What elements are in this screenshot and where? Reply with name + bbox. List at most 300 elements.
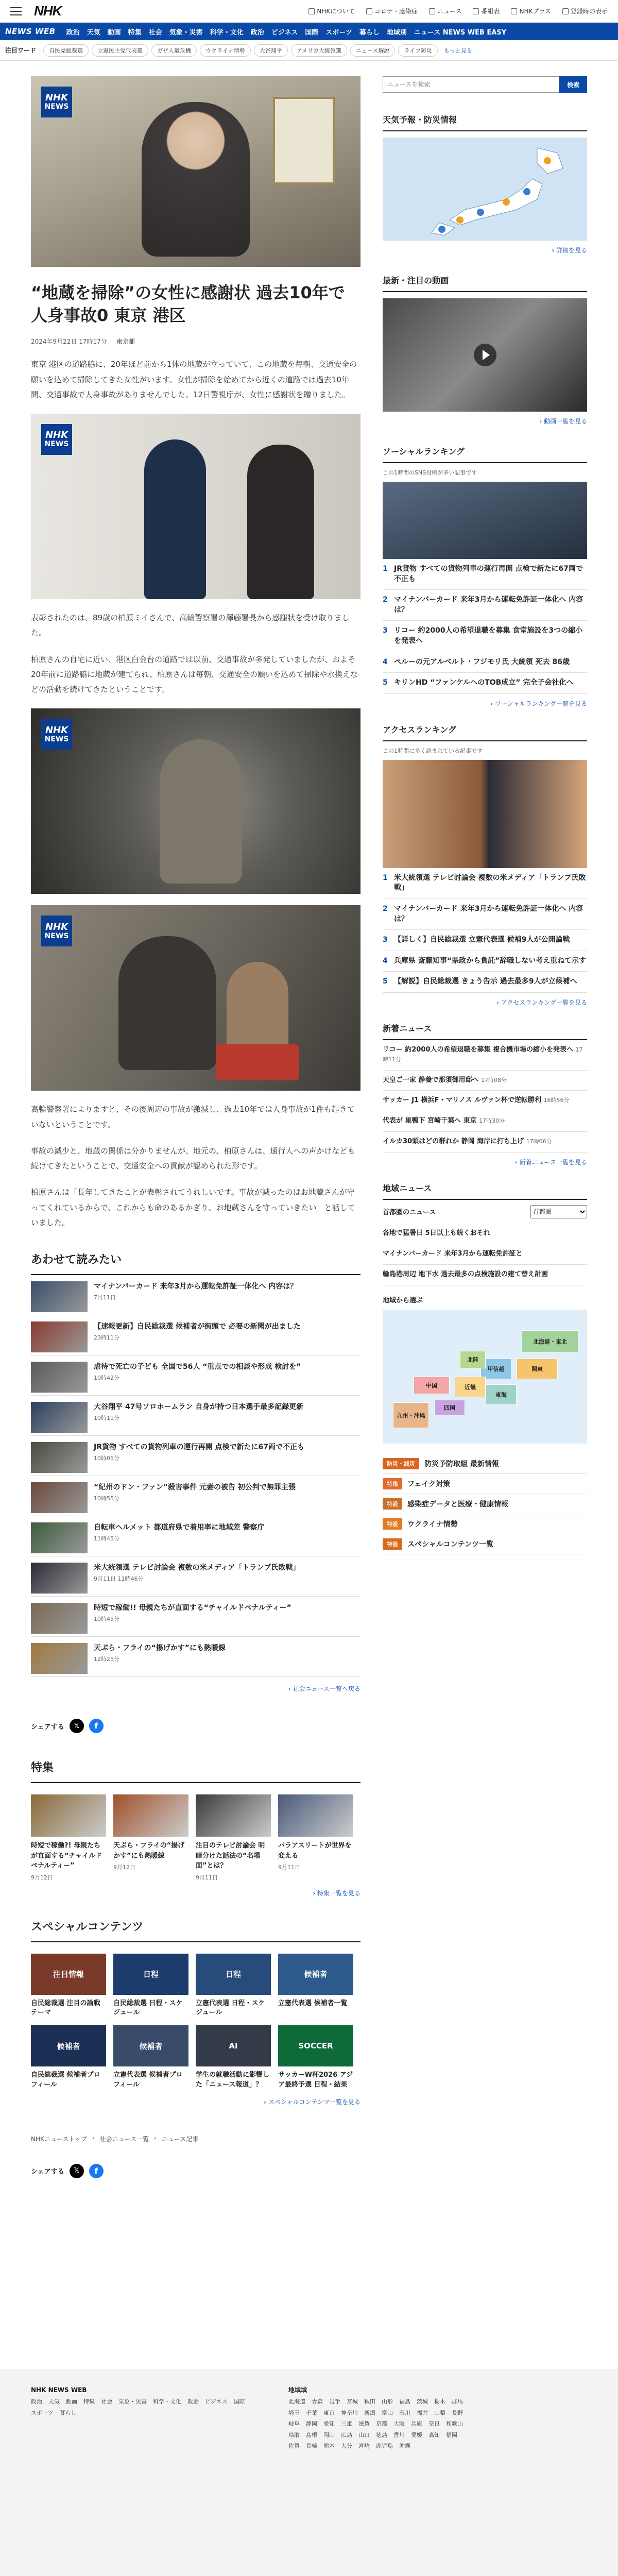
- special-title: 立憲代表選 候補者プロフィール: [113, 2071, 183, 2089]
- region-block[interactable]: 九州・沖縄: [393, 1402, 429, 1428]
- ranking-number: 2: [383, 904, 388, 913]
- related-item[interactable]: [31, 1355, 360, 1396]
- header-link-label: 番組表: [481, 8, 500, 15]
- related-thumb: [31, 1281, 88, 1312]
- new-news-title: 天皇ご一家 静養で那須御用邸へ: [383, 1076, 479, 1084]
- footer-link[interactable]: 暮らし: [59, 2409, 77, 2416]
- chevron-right-icon: ›: [92, 2134, 95, 2142]
- header-link[interactable]: [473, 7, 500, 15]
- special-thumb: [31, 1954, 106, 1995]
- header-links: [308, 7, 608, 15]
- tag-chip[interactable]: アメリカ大統領選: [291, 44, 347, 57]
- footer-region-link[interactable]: 三重: [341, 2420, 352, 2428]
- new-news-item[interactable]: [383, 1111, 587, 1132]
- footer-region-link[interactable]: 千葉: [306, 2409, 317, 2416]
- footer-region-link[interactable]: 高知: [428, 2431, 440, 2438]
- ranking-title: マイナンバーカード 来年3月から運転免許証一体化へ 内容は？: [394, 596, 583, 614]
- footer-region-link[interactable]: 富山: [382, 2409, 393, 2416]
- new-news-item[interactable]: [383, 1132, 587, 1153]
- top-header: [0, 0, 618, 23]
- related-more-label: 社会ニュース一覧へ戻る: [293, 1685, 360, 1693]
- latest-video-more-link[interactable]: › 動画一覧を見る: [539, 418, 587, 425]
- region-select[interactable]: [530, 1205, 587, 1218]
- ranking-number: 5: [383, 977, 388, 986]
- article-paragraph-6: 柏原さんは「長年してきたことが表彰されてうれしいです。事故が減ったのはお地蔵さんが守ってくれているからで、これからも命のあるかぎり、お地蔵さんを守っていきたい」と話していました。: [31, 1188, 355, 1227]
- ranking-item[interactable]: [383, 673, 587, 694]
- footer-region-link[interactable]: 青森: [312, 2398, 323, 2405]
- access-ranking-more-link[interactable]: › アクセスランキング一覧を見る: [496, 998, 587, 1006]
- header-link-label: 登録時の表示: [570, 8, 608, 15]
- japan-map-icon: [383, 138, 587, 241]
- special-thumb: [278, 1954, 353, 1995]
- nav-item[interactable]: 地域別: [386, 28, 407, 37]
- plus-icon: [511, 8, 517, 14]
- header-link[interactable]: [562, 7, 608, 15]
- topic-title: フェイク対策: [407, 1480, 451, 1488]
- special-card[interactable]: [196, 2025, 271, 2090]
- related-text-block: [94, 1362, 301, 1382]
- footer-region-link[interactable]: 埼玉: [288, 2409, 300, 2416]
- woman-cleaning-figure: [118, 936, 216, 1070]
- nav-item[interactable]: スポーツ: [325, 28, 352, 37]
- related-text-block: [94, 1522, 264, 1543]
- footer-region-link[interactable]: 京都: [376, 2420, 387, 2428]
- region-selector-row: [383, 1200, 587, 1224]
- footer-link[interactable]: 科学・文化: [153, 2398, 181, 2405]
- tag-chip[interactable]: ニュース解説: [350, 44, 395, 57]
- footer-region-link[interactable]: 神奈川: [341, 2409, 358, 2416]
- article-location[interactable]: 東京都: [116, 338, 135, 346]
- topic-chip: 特設: [383, 1518, 402, 1530]
- region-block[interactable]: 東海: [486, 1384, 517, 1405]
- nav-item[interactable]: 国際: [305, 28, 319, 37]
- related-title: 時短で稼働!! 母親たちが直面する“チャイルドペナルティー”: [94, 1604, 291, 1613]
- special-title: 自民総裁選 候補者プロフィール: [31, 2071, 100, 2089]
- related-item[interactable]: [31, 1516, 360, 1556]
- footer-region-link[interactable]: 熊本: [323, 2443, 335, 2450]
- features-more-link[interactable]: › 特集一覧を見る: [313, 1889, 360, 1897]
- footer-region-link[interactable]: 栃木: [434, 2398, 445, 2405]
- related-item[interactable]: [31, 1637, 360, 1677]
- new-news-title: リコー 約2000人の希望退職を募集 複合機市場の縮小を発表へ: [383, 1045, 573, 1054]
- new-news-item[interactable]: [383, 1091, 587, 1111]
- x-share-icon[interactable]: 𝕏: [70, 2164, 84, 2178]
- footer-region-link[interactable]: 鳥取: [288, 2431, 300, 2438]
- social-ranking-section: [383, 440, 587, 713]
- footer-region-link[interactable]: 沖縄: [399, 2443, 410, 2450]
- special-thumb: [113, 1954, 188, 1995]
- region-news-item[interactable]: 輪島港周辺 地下水 過去最多の点検施設の建て替え計画: [383, 1265, 587, 1285]
- footer-region-link[interactable]: 和歌山: [446, 2420, 463, 2428]
- ranking-item[interactable]: [383, 590, 587, 621]
- related-text-block: [94, 1643, 226, 1663]
- related-title: JR貨物 すべての貨物列車の運行再開 点検で新たに67両で不正も: [94, 1443, 304, 1452]
- play-icon: [474, 344, 496, 366]
- special-title: スペシャルコンテンツ: [31, 1918, 360, 1942]
- share-bar-bottom: [31, 2164, 360, 2178]
- feature-title: 天ぷら・フライの“揚げかす”にも熱暖線: [113, 1842, 185, 1860]
- x-share-icon[interactable]: 𝕏: [70, 1719, 84, 1733]
- region-block[interactable]: 近畿: [455, 1377, 486, 1397]
- footer-region-link[interactable]: 秋田: [364, 2398, 375, 2405]
- footer-link[interactable]: 政治: [31, 2398, 42, 2405]
- related-date: 10時11分: [94, 1415, 119, 1422]
- facebook-share-icon[interactable]: f: [89, 1719, 104, 1733]
- news-icon: [429, 8, 435, 14]
- breadcrumb-item[interactable]: ニュース記事: [161, 2135, 199, 2143]
- related-text-block: [94, 1321, 301, 1342]
- ranking-title: 【詳しく】自民総裁選 立憲代表選 候補9人が公開論戦: [394, 936, 570, 944]
- footer-region-link[interactable]: 茨城: [417, 2398, 428, 2405]
- facebook-share-icon[interactable]: f: [89, 2164, 104, 2178]
- footer-region-link[interactable]: 兵庫: [411, 2420, 422, 2428]
- article-meta: [31, 337, 360, 346]
- related-title: 自転車ヘルメット 都道府県で着用率に地域差 警察庁: [94, 1523, 265, 1532]
- latest-video-thumb[interactable]: [383, 298, 587, 412]
- access-more-label: アクセスランキング一覧を見る: [501, 998, 587, 1006]
- article-hero-image: [31, 76, 360, 267]
- related-title: マイナンバーカード 来年3月から運転免許証一体化へ 内容は？: [94, 1282, 298, 1291]
- related-date: 10時05分: [94, 1455, 119, 1462]
- special-thumb: [31, 2025, 106, 2066]
- search-button[interactable]: 検索: [559, 76, 587, 93]
- related-text-block: [94, 1281, 297, 1301]
- related-date: 10時55分: [94, 1495, 119, 1502]
- weather-map[interactable]: [383, 138, 587, 241]
- article-title: “地蔵を掃除”の女性に感謝状 過去10年で人身事故0 東京 港区: [31, 283, 345, 326]
- special-thumb: [196, 1954, 271, 1995]
- footer-region-link[interactable]: 広島: [341, 2431, 352, 2438]
- related-item[interactable]: [31, 1476, 360, 1516]
- region-block[interactable]: 中国: [414, 1377, 450, 1394]
- special-card[interactable]: [31, 2025, 106, 2090]
- footer-link[interactable]: 動画: [66, 2398, 77, 2405]
- social-ranking-note: この1時間のSNS投稿が多い記事です: [383, 469, 477, 476]
- tags-more-link[interactable]: もっと見る: [443, 47, 472, 54]
- nav-item[interactable]: 社会: [148, 28, 162, 37]
- nav-item[interactable]: ビジネス: [271, 28, 298, 37]
- footer-region-link[interactable]: 山口: [358, 2431, 370, 2438]
- menu-icon[interactable]: [10, 7, 22, 15]
- new-more-label: 新着ニュース一覧を見る: [519, 1158, 587, 1166]
- article-paragraph-4: 高輪警察署によりますと、その後周辺の事故が激減し、過去10年では人身事故が1件も起きていないということです。: [31, 1105, 355, 1129]
- features-title: 特集: [31, 1759, 360, 1783]
- feature-thumb: [113, 1794, 188, 1837]
- share-bar: [31, 1719, 360, 1733]
- ranking-item[interactable]: [383, 559, 587, 590]
- footer-region-link[interactable]: 北海道: [288, 2398, 305, 2405]
- ranking-item[interactable]: [383, 930, 587, 951]
- feature-date: 9月12日: [113, 1864, 135, 1871]
- latest-video-title: 最新・注目の動画: [383, 269, 587, 292]
- region-block[interactable]: 四国: [434, 1400, 465, 1415]
- related-date: 11時45分: [94, 1535, 119, 1543]
- related-title: 虐待で死亡の子ども 全国で56人 “重点での相談や形成 検討を”: [94, 1363, 301, 1371]
- special-thumb-label: 日程: [225, 1970, 241, 1979]
- topic-chip: 特設: [383, 1498, 402, 1510]
- weather-icon: [473, 8, 479, 14]
- special-thumb-label: 候補者: [139, 2041, 163, 2051]
- footer-region-link[interactable]: 徳島: [376, 2431, 387, 2438]
- footer-region-link[interactable]: 愛知: [323, 2420, 335, 2428]
- related-item[interactable]: [31, 1436, 360, 1476]
- nav-item[interactable]: 科学・文化: [210, 28, 244, 37]
- new-news-item[interactable]: [383, 1071, 587, 1091]
- footer-link[interactable]: 国際: [233, 2398, 245, 2405]
- topic-row[interactable]: [383, 1514, 587, 1534]
- region-news-item[interactable]: マイナンバーカード 来年3月から運転免許証と: [383, 1244, 587, 1265]
- nav-item[interactable]: 動画: [107, 28, 121, 37]
- footer-region-link[interactable]: 奈良: [428, 2420, 440, 2428]
- related-more-link[interactable]: › 社会ニュース一覧へ戻る: [288, 1685, 360, 1693]
- header-link[interactable]: [511, 7, 551, 15]
- footer-region-link[interactable]: 宮城: [347, 2398, 358, 2405]
- footer: [0, 2369, 618, 2576]
- region-block[interactable]: 関東: [517, 1359, 558, 1379]
- ranking-item[interactable]: [383, 868, 587, 899]
- footer-region-link[interactable]: 長崎: [306, 2443, 317, 2450]
- related-date: 7月11日: [94, 1294, 116, 1301]
- article-image-3: [31, 708, 360, 894]
- related-thumb: [31, 1362, 88, 1393]
- related-item[interactable]: [31, 1556, 360, 1597]
- related-title: “紀州のドン・ファン”殺害事件 元妻の被告 初公判で無罪主張: [94, 1483, 296, 1492]
- ranking-item[interactable]: [383, 972, 587, 993]
- special-card[interactable]: [278, 1954, 353, 2019]
- search-box: [383, 76, 587, 93]
- article-paragraph-1: 東京 港区の道路脇に、20年ほど前から1体の地蔵が立っていて、この地蔵を毎朝、交通安全の願いを込めて掃除してきた女性がいます。女性が掃除を始めてから近くの道路では過去10年間、交通事故で人身事故がありませんでした。12日警視庁が、女性に感謝状を贈りました。: [31, 360, 357, 399]
- ranking-number: 2: [383, 596, 388, 604]
- related-item[interactable]: [31, 1275, 360, 1315]
- ranking-item[interactable]: [383, 899, 587, 930]
- footer-region-link[interactable]: 香川: [393, 2431, 405, 2438]
- woman-figure: [247, 445, 314, 599]
- topic-row[interactable]: [383, 1534, 587, 1554]
- jizo-statue: [160, 739, 242, 884]
- special-card[interactable]: [113, 2025, 188, 2090]
- header-link[interactable]: [429, 7, 461, 15]
- footer-news-title[interactable]: NHK NEWS WEB: [31, 2386, 87, 2394]
- related-date: 23時11分: [94, 1334, 119, 1342]
- weather-more-link[interactable]: › 詳細を見る: [552, 247, 587, 254]
- region-block[interactable]: 北陸: [460, 1351, 486, 1368]
- footer-region-link[interactable]: 新潟: [364, 2409, 375, 2416]
- access-ranking-title: アクセスランキング: [383, 718, 587, 741]
- special-title: 自民総裁選 注目の論戦テーマ: [31, 1999, 100, 2017]
- footer-region-title: 地域域: [288, 2386, 307, 2394]
- footer-region-link[interactable]: 山形: [382, 2398, 393, 2405]
- special-card[interactable]: [196, 1954, 271, 2019]
- certificate-frame: [273, 97, 335, 184]
- new-news-more-link[interactable]: › 新着ニュース一覧を見る: [514, 1158, 587, 1166]
- footer-region-link[interactable]: 群馬: [452, 2398, 463, 2405]
- special-card[interactable]: [278, 2025, 353, 2090]
- footer-region-link[interactable]: 愛媛: [411, 2431, 422, 2438]
- nhk-logo[interactable]: NHK: [34, 3, 62, 19]
- footer-region-link[interactable]: 福島: [399, 2398, 410, 2405]
- footer-link[interactable]: 気象・災害: [118, 2398, 147, 2405]
- footer-link[interactable]: 天気: [48, 2398, 60, 2405]
- topic-row[interactable]: [383, 1474, 587, 1494]
- special-card[interactable]: [113, 1954, 188, 2019]
- nav-item[interactable]: 気象・災害: [169, 28, 203, 37]
- footer-region-link[interactable]: 宮崎: [358, 2443, 370, 2450]
- footer-region-link[interactable]: 鹿児島: [376, 2443, 393, 2450]
- weather-title: 天気予報・防災情報: [383, 108, 587, 131]
- news-web-brand[interactable]: NEWS WEB: [5, 27, 56, 36]
- region-block[interactable]: 甲信越: [480, 1359, 511, 1379]
- access-ranking-top-thumb[interactable]: [383, 760, 587, 868]
- breadcrumb-item[interactable]: 社会ニュース一覧: [99, 2135, 149, 2143]
- header-link[interactable]: [308, 7, 355, 15]
- special-title: 自民総裁選 日程・スケジュール: [113, 1999, 183, 2017]
- related-text-block: [94, 1402, 303, 1422]
- footer-region-link[interactable]: 佐賀: [288, 2443, 300, 2450]
- region-news-item[interactable]: 各地で猛暑日 5日以上も続くおそれ: [383, 1224, 587, 1244]
- topic-chip: 防災・減災: [383, 1458, 419, 1469]
- red-bib: [216, 1044, 299, 1080]
- ranking-item[interactable]: [383, 652, 587, 673]
- footer-region-link[interactable]: 岡山: [323, 2431, 335, 2438]
- related-title: 大谷翔平 47号ソロホームラン 自身が持つ日本選手最多記録更新: [94, 1403, 304, 1412]
- weather-more-label: 詳細を見る: [556, 247, 587, 254]
- footer-region-link[interactable]: 大分: [341, 2443, 352, 2450]
- special-thumb: [278, 2025, 353, 2066]
- ranking-title: リコー 約2000人の希望退職を募集 食堂施設を3つの縮小を発表へ: [394, 626, 583, 645]
- article-paragraph-5: 事故の減少と、地蔵の関係は分かりませんが、地元の、柏原さんは、通行人への声かけなども続けてきたということで、交通安全への貢献が認められた形です。: [31, 1146, 355, 1171]
- footer-region-link[interactable]: 山梨: [434, 2409, 445, 2416]
- sidebar: [383, 76, 587, 1554]
- footer-link[interactable]: 特集: [83, 2398, 95, 2405]
- feature-title: 注目のテレビ討論会 明暗分けた話法の“名場面”とは？: [196, 1842, 265, 1870]
- related-date: 10時42分: [94, 1375, 119, 1382]
- footer-region-link[interactable]: 東京: [323, 2409, 335, 2416]
- article-paragraph-2: 表彰されたのは、89歳の柏原ミイさんで、高輪警察署の澤藤署長から感謝状を受け取りました。: [31, 613, 350, 638]
- topic-title: 防災予防取組 最新情報: [424, 1460, 499, 1468]
- social-ranking-more-link[interactable]: › ソーシャルランキング一覧を見る: [490, 700, 587, 707]
- related-text-block: [94, 1603, 291, 1623]
- related-item[interactable]: [31, 1315, 360, 1355]
- feature-thumb: [196, 1794, 271, 1837]
- social-more-label: ソーシャルランキング一覧を見る: [494, 700, 587, 707]
- region-block[interactable]: 北海道・東北: [522, 1330, 578, 1353]
- related-thumb: [31, 1442, 88, 1473]
- breadcrumb-item[interactable]: NHKニューストップ: [31, 2135, 87, 2143]
- nav-item[interactable]: ニュース NEWS WEB EASY: [414, 28, 507, 37]
- topic-row[interactable]: [383, 1494, 587, 1514]
- ranking-item[interactable]: [383, 951, 587, 972]
- footer-region-link[interactable]: 福井: [417, 2409, 428, 2416]
- feature-card[interactable]: [113, 1794, 188, 1882]
- feature-title: パラアスリートが世界を変える: [278, 1842, 352, 1860]
- footer-region-link[interactable]: 静岡: [306, 2420, 317, 2428]
- topic-title: ウクライナ情勢: [407, 1520, 458, 1529]
- header-link-label: ニュース: [437, 8, 462, 15]
- tag-chip[interactable]: 自民党総裁選: [43, 44, 89, 57]
- region-map[interactable]: [383, 1310, 587, 1444]
- related-thumb: [31, 1563, 88, 1594]
- footer-region-link[interactable]: 石川: [399, 2409, 410, 2416]
- special-title: 立憲代表選 候補者一覧: [278, 1999, 348, 2007]
- footer-link[interactable]: スポーツ: [31, 2409, 54, 2416]
- latest-video-section: [383, 269, 587, 431]
- main-column: [31, 76, 360, 2178]
- footer-link[interactable]: 政治: [187, 2398, 199, 2405]
- special-title: サッカーW杯2026 アジア最終予選 日程・結果: [278, 2071, 353, 2089]
- tag-chip[interactable]: ライフ防災: [398, 44, 437, 57]
- footer-region-col: [288, 2384, 587, 2452]
- footer-link[interactable]: 社会: [101, 2398, 112, 2405]
- related-section: [31, 1251, 360, 1693]
- header-link[interactable]: [366, 7, 418, 15]
- related-item[interactable]: [31, 1396, 360, 1436]
- special-thumb: [113, 2025, 188, 2066]
- nav-item[interactable]: 政治: [250, 28, 264, 37]
- nav-item[interactable]: 特集: [128, 28, 142, 37]
- special-thumb-label: SOCCER: [298, 2041, 333, 2051]
- footer-region-link[interactable]: 滋賀: [358, 2420, 370, 2428]
- share-label: シェアする: [31, 1723, 64, 1731]
- ranking-number: 1: [383, 873, 388, 882]
- feature-card[interactable]: [31, 1794, 106, 1882]
- officer-figure: [144, 439, 206, 599]
- new-news-date: 17時11分: [383, 1046, 583, 1063]
- social-ranking-top-thumb[interactable]: [383, 482, 587, 559]
- ranking-item[interactable]: [383, 621, 587, 652]
- new-news-section: [383, 1017, 587, 1172]
- person-figure: [142, 102, 250, 257]
- tag-chip[interactable]: 立憲民主党代表選: [92, 44, 148, 57]
- related-thumb: [31, 1643, 88, 1674]
- new-news-title: サッカー J1 横浜F・マリノス ルヴァン杯で逆転勝利: [383, 1096, 541, 1105]
- feature-card[interactable]: [278, 1794, 353, 1882]
- tag-chip[interactable]: ガザ人道危機: [151, 44, 197, 57]
- footer-link[interactable]: ビジネス: [205, 2398, 228, 2405]
- nav-item[interactable]: 天気: [87, 28, 100, 37]
- article-image-4: [31, 905, 360, 1091]
- special-thumb: [196, 2025, 271, 2066]
- feature-card[interactable]: [196, 1794, 271, 1882]
- ranking-title: マイナンバーカード 来年3月から運転免許証一体化へ 内容は？: [394, 904, 583, 923]
- share-label: シェアする: [31, 2168, 64, 2176]
- search-input[interactable]: [383, 76, 559, 93]
- ranking-title: 米大統領選 テレビ討論会 複数の米メディア「トランプ氏敗戦」: [394, 873, 586, 892]
- ranking-title: JR貨物 すべての貨物列車の運行再開 点検で新たに67両で不正も: [394, 565, 583, 583]
- tag-chip[interactable]: 大谷翔平: [254, 44, 288, 57]
- special-card[interactable]: [31, 1954, 106, 2019]
- related-item[interactable]: [31, 1597, 360, 1637]
- footer-region-link[interactable]: 福岡: [446, 2431, 457, 2438]
- footer-region-link[interactable]: 岩手: [329, 2398, 340, 2405]
- footer-region-link[interactable]: 大阪: [393, 2420, 405, 2428]
- new-news-item[interactable]: [383, 1040, 587, 1071]
- nav-item[interactable]: 暮らし: [359, 28, 380, 37]
- topic-row[interactable]: [383, 1454, 587, 1474]
- nav-item[interactable]: 政治: [66, 28, 80, 37]
- features-more-label: 特集一覧を見る: [317, 1889, 360, 1897]
- social-ranking-title: ソーシャルランキング: [383, 440, 587, 463]
- tag-chip[interactable]: ウクライナ情勢: [200, 44, 251, 57]
- footer-region-link[interactable]: 島根: [306, 2431, 317, 2438]
- footer-news-col: [31, 2384, 258, 2418]
- special-more-link[interactable]: › スペシャルコンテンツ一覧を見る: [264, 2098, 360, 2106]
- footer-region-link[interactable]: 岐阜: [288, 2420, 300, 2428]
- related-thumb: [31, 1402, 88, 1433]
- footer-region-link[interactable]: 長野: [452, 2409, 463, 2416]
- region-section: [383, 1177, 587, 1444]
- latest-video-more-label: 動画一覧を見る: [543, 418, 587, 425]
- nhk-news-badge: NHK NEWS: [41, 916, 72, 946]
